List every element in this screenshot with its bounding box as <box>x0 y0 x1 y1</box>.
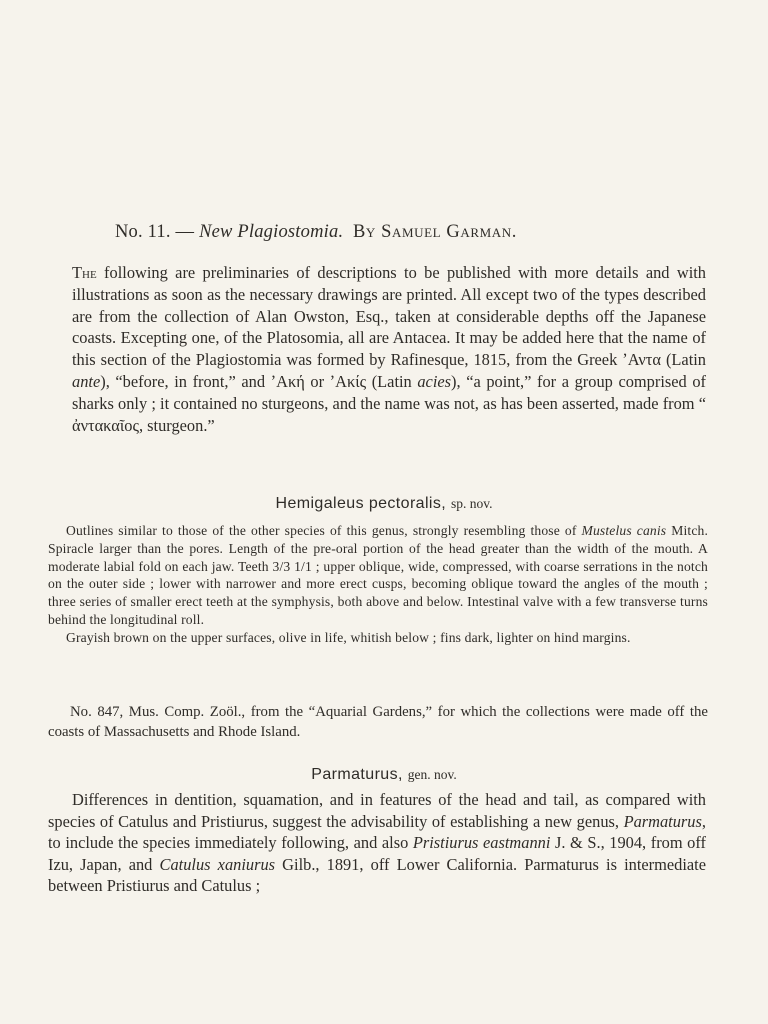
article-title <box>115 222 675 243</box>
parmaturus-genus: Parmaturus <box>623 811 702 831</box>
parmaturus-text-a: Differences in dentition, squamation, and in features of the head and tail, as compared with species of Catulus and Pristiurus, suggest the advisability of establishing a new genus, <box>48 790 706 831</box>
hemigaleus-specimen-note: No. 847, Mus. Comp. Zoöl., from the “Aquarial Gardens,” for which the collections were made off the coasts of Massachusetts and Rhode Island. <box>48 704 708 740</box>
intro-acies: acies <box>417 371 452 391</box>
section-heading-name-2: Parmaturus, <box>311 766 403 783</box>
section-heading-tag: sp. nov. <box>451 496 493 511</box>
hemigaleus-description <box>48 522 708 647</box>
intro-lead-word: The <box>72 263 97 282</box>
parmaturus-text-b: , to include the species immediately following, and also <box>48 811 706 853</box>
parmaturus-text-c: J. & S., 1904, from off Izu, Japan, and <box>48 833 706 874</box>
parmaturus-species-2: Catulus xaniurus <box>159 854 276 874</box>
hemigaleus-paragraph-2: Grayish brown on the upper surfaces, olive in life, whitish below ; fins dark, lighter on hind margins. <box>66 629 631 645</box>
hemigaleus-paragraph-1 <box>48 522 708 629</box>
intro-text-2: ), “before, in front,” and ʼΑκή or ʼΑκίς (Latin <box>100 371 418 391</box>
hemigaleus-p1-species: Mustelus canis <box>581 523 667 538</box>
hemigaleus-p1-text: Outlines similar to those of the other species of this genus, strongly resembling those of <box>66 523 582 538</box>
intro-ante: ante <box>72 371 101 391</box>
article-number: No. 11. — <box>115 222 195 242</box>
section-heading-parmaturus <box>0 766 768 784</box>
article-byline: By Samuel Garman. <box>352 222 518 242</box>
section-heading-hemigaleus <box>0 495 768 513</box>
parmaturus-text-d: Gilb., 1891, off Lower California. Parmaturus is intermediate between Pristiurus and Catulus ; <box>48 854 706 896</box>
parmaturus-species-1: Pristiurus eastmanni <box>412 833 551 853</box>
intro-paragraph <box>72 262 706 436</box>
parmaturus-paragraph <box>48 789 706 897</box>
intro-text-3: ), “a point,” for a group comprised of sharks only ; it contained no sturgeons, and the name was not, as has been asserted, made from “ ἀντακαῖος, sturgeon.” <box>72 371 706 435</box>
intro-text: following are preliminaries of descriptions to be published with more details and with illustrations as soon as the necessary drawings are printed. All except two of the types described are from the collection of Alan Owston, Esq., taken at considerable depths off the Japanese coasts. Excepting one, of the Platosomia, all are Antacea. It may be added here that the name of this section of the Plagiostomia was formed by Rafinesque, 1815, from the Greek ʼΑντα (Latin <box>72 263 706 370</box>
hemigaleus-p1-text-2: Mitch. Spiracle larger than the pores. Length of the pre-oral portion of the head greater than the width of the mouth. A moderate labial fold on each jaw. Teeth 3/3 1/1 ; upper oblique, wide, compressed, with coarse serrations in the notch on the outer side ; lower with narrower and more erect cusps, becoming oblique toward the angles of the mouth ; three series of smaller erect teeth at the symphysis, both above and below. Intestinal valve with a few transverse turns behind the longitudinal roll. <box>48 523 708 627</box>
section-heading-tag-2: gen. nov. <box>407 767 457 782</box>
article-subject: New Plagiostomia. <box>199 222 344 242</box>
section-heading-name: Hemigaleus pectoralis, <box>275 495 447 512</box>
